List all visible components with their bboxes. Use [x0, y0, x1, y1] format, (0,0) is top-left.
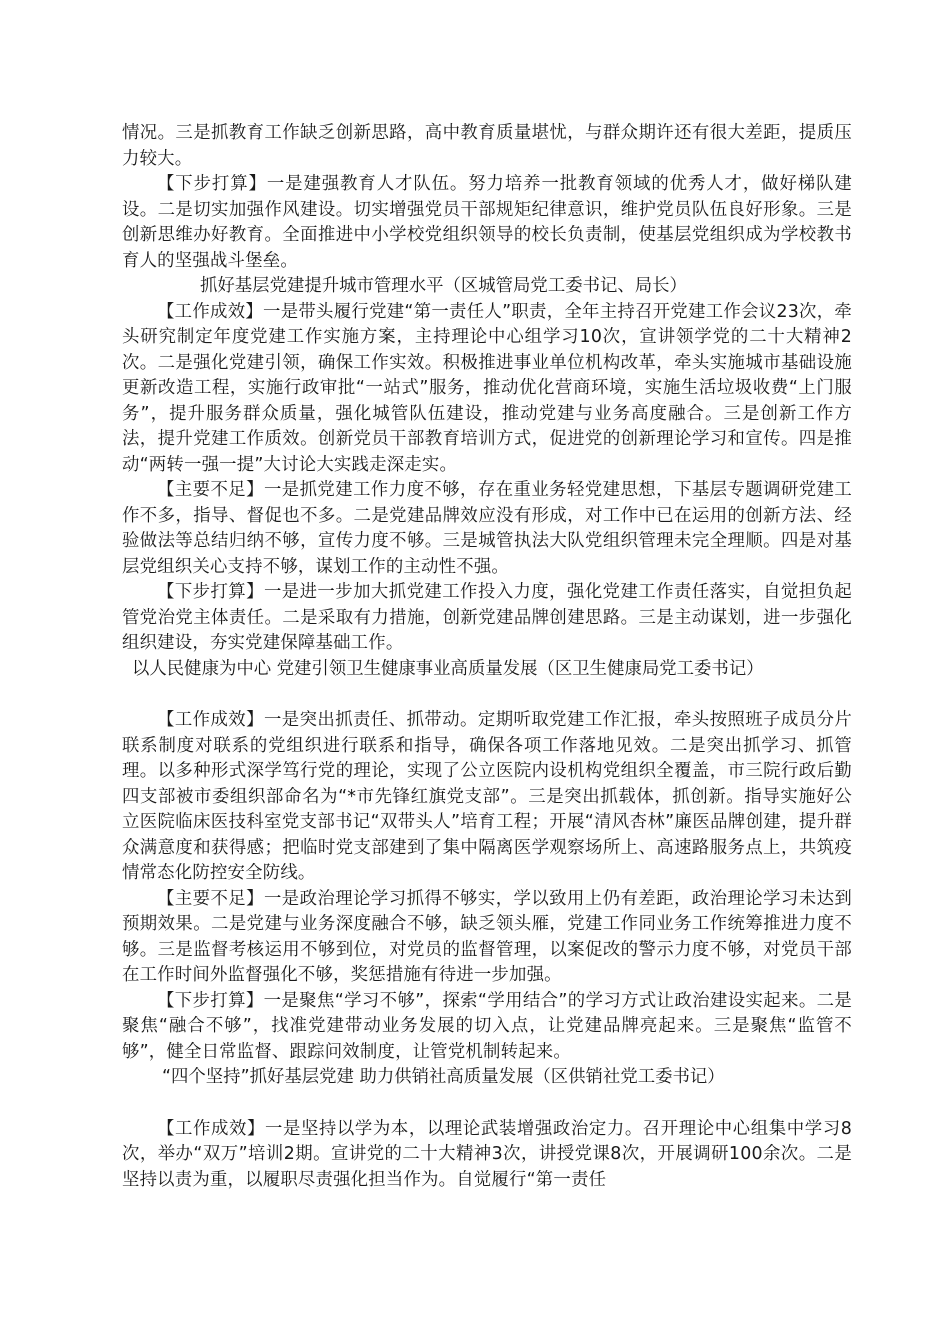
blank-line: [122, 682, 852, 708]
paragraph-health-achievements: 【工作成效】一是突出抓责任、抓带动。定期听取党建工作汇报，牵头按照班子成员分片联系制度对联系的党组织进行联系和指导，确保各项工作落地见效。二是突出抓学习、抓管理。以多种形式深学笃行党的理论，实现了公立医院内设机构党组织全覆盖，市三院行政后勤四支部被市委组织部命名为“*市先锋红旗党支部”。三是突出抓载体，抓创新。指导实施好公立医院临床医技科室党支部书记“双带头人”培育工程；开展“清风杏林”廉医品牌创建，提升群众满意度和获得感；把临时党支部建到了集中隔离医学观察场所上、高速路服务点上，共筑疫情常态化防控安全防线。: [122, 710, 852, 883]
blank-line: [122, 1091, 852, 1117]
paragraph-urban-next-steps: 【下步打算】一是进一步加大抓党建工作投入力度，强化党建工作责任落实，自觉担负起管党治党主体责任。二是采取有力措施，创新党建品牌创建思路。三是主动谋划，进一步强化组织建设，夯实党建保障基础工作。: [122, 582, 852, 653]
document-body: [122, 121, 852, 1193]
paragraph-urban-achievements: 【工作成效】一是带头履行党建“第一责任人”职责，全年主持召开党建工作会议23次，牵头研究制定年度党建工作实施方案，主持理论中心组学习10次，宣讲领学党的二十大精神2次。二是强化党建引领，确保工作实效。积极推进事业单位机构改革，牵头实施城市基础设施更新改造工程，实施行政审批“一站式”服务，推动优化营商环境，实施生活垃圾收费“上门服务”，提升服务群众质量，强化城管队伍建设，推动党建与业务高度融合。三是创新工作方法，提升党建工作质效。创新党员干部教育培训方式，促进党的创新理论学习和宣传。四是推动“两转一强一提”大讨论大实践走深走实。: [122, 301, 852, 475]
paragraph-health-shortcomings: 【主要不足】一是政治理论学习抓得不够实，学以致用上仍有差距，政治理论学习未达到预期效果。二是党建与业务深度融合不够，缺乏领头雁，党建工作同业务工作统筹推进力度不够。三是监督考核运用不够到位，对党员的监督管理，以案促改的警示力度不够，对党员干部在工作时间外监督强化不够，奖惩措施有待进一步加强。: [122, 888, 852, 985]
paragraph-supply-achievements: 【工作成效】一是坚持以学为本，以理论武装增强政治定力。召开理论中心组集中学习8次，举办“双万”培训2期。宣讲党的二十大精神3次，讲授党课8次，开展调研100余次。二是坚持以责为重，以履职尽责强化担当作为。自觉履行“第一责任: [122, 1118, 852, 1190]
paragraph-urban-shortcomings: 【主要不足】一是抓党建工作力度不够，存在重业务轻党建思想，下基层专题调研党建工作不多，指导、督促也不多。二是党建品牌效应没有形成，对工作中已在运用的创新方法、经验做法等总结归纳不够，宣传力度不够。三是城管执法大队党组织管理未完全理顺。四是对基层党组织关心支持不够，谋划工作的主动性不强。: [122, 480, 852, 577]
section-title-health: 以人民健康为中心 党建引领卫生健康事业高质量发展（区卫生健康局党工委书记）: [132, 658, 764, 679]
paragraph-health-next-steps: 【下步打算】一是聚焦“学习不够”，探索“学用结合”的学习方式让政治建设实起来。二是聚焦“融合不够”，找准党建带动业务发展的切入点，让党建品牌亮起来。三是聚焦“监管不够”，健全日常监督、跟踪问效制度，让管党机制转起来。: [122, 990, 852, 1062]
section-title-urban-management: 抓好基层党建提升城市管理水平（区城管局党工委书记、局长）: [200, 276, 687, 296]
paragraph-education-issues: 情况。三是抓教育工作缺乏创新思路，高中教育质量堪忧，与群众期许还有很大差距，提质压力较大。: [122, 123, 852, 169]
paragraph-education-next-steps: 【下步打算】一是建强教育人才队伍。努力培养一批教育领域的优秀人才，做好梯队建设。二是切实加强作风建设。切实增强党员干部规矩纪律意识，维护党员队伍良好形象。三是创新思维办好教育。全面推进中小学校党组织领导的校长负责制，使基层党组织成为学校教书育人的坚强战斗堡垒。: [122, 174, 852, 271]
section-title-supply-cooperative: “四个坚持”抓好基层党建 助力供销社高质量发展（区供销社党工委书记）: [162, 1067, 725, 1087]
